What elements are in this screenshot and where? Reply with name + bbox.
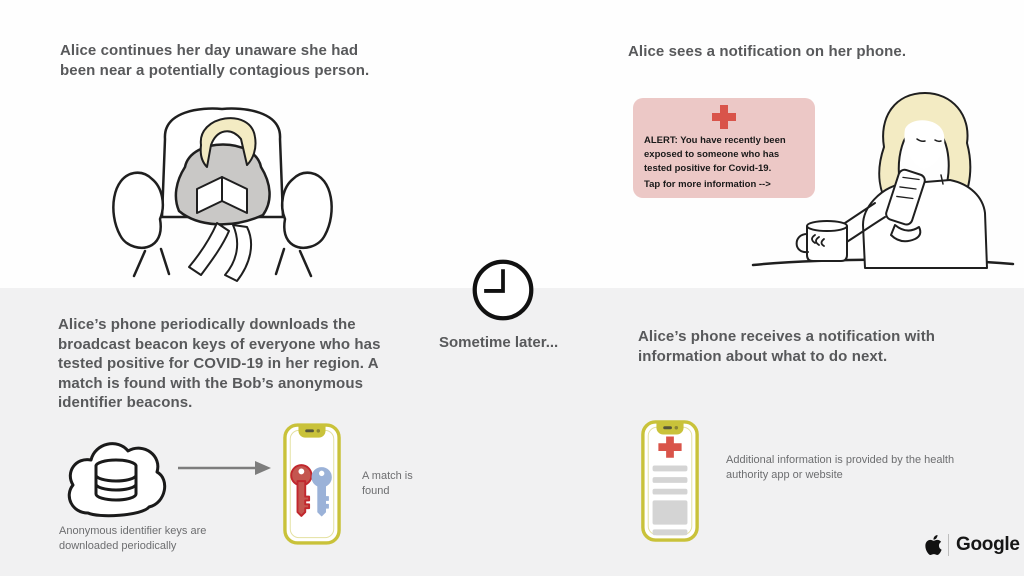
- alert-message: ALERT: You have recently been exposed to someone who has tested positive for Covid-19.: [644, 135, 786, 174]
- match-found-label: A match is found: [362, 470, 413, 497]
- top-left-heading: Alice continues her day unaware she had been near a potentially contagious person.: [60, 42, 370, 79]
- phone-speaker: [663, 426, 672, 429]
- text-placeholder-bar: [653, 489, 688, 495]
- chair-arm-left: [113, 173, 162, 248]
- chair-arm-right: [282, 173, 331, 248]
- phone-frame: [285, 425, 339, 543]
- mug-rim: [807, 221, 847, 231]
- phone-camera: [317, 429, 320, 432]
- woman-torso: [863, 180, 987, 268]
- bottom-right-heading: Alice’s phone receives a notification with information about what to do next.: [638, 328, 936, 365]
- phone-with-notification: [640, 420, 700, 542]
- cloud-caption: Anonymous identifier keys are downloaded periodically: [59, 525, 207, 552]
- bottom-left-heading: Alice’s phone periodically downloads the broadcast beacon keys of everyone who has tested positive for COVID-19 in her region. A match is found with the Bob’s anonymous identifier beacons.: [58, 316, 381, 411]
- text-placeholder-bar: [653, 529, 688, 535]
- woman-face: [904, 120, 944, 169]
- text-placeholder-bar: [653, 466, 688, 472]
- text-placeholder-bar: [653, 477, 688, 483]
- woman-with-phone-illustration: [745, 85, 1020, 270]
- clock-icon: [470, 257, 536, 323]
- database-body: [96, 466, 136, 500]
- top-right-heading: Alice sees a notification on her phone.: [628, 43, 907, 60]
- phone-camera: [675, 426, 678, 429]
- brand-divider: [948, 534, 949, 556]
- sometime-later-label: Sometime later...: [439, 334, 559, 351]
- apple-logo-icon: [925, 535, 942, 555]
- google-wordmark: Google: [956, 534, 1020, 555]
- phone-speaker: [305, 429, 314, 432]
- medical-cross-icon: [709, 104, 739, 132]
- content-placeholder-block: [653, 500, 688, 524]
- brand-lockup: [925, 534, 1020, 556]
- phone-with-keys: [283, 423, 341, 545]
- reading-in-armchair-illustration: [105, 95, 340, 285]
- alert-cta: Tap for more information -->: [644, 179, 771, 190]
- chair-legs: [134, 249, 311, 276]
- bottom-right-caption: Additional information is provided by the health authority app or website: [726, 454, 955, 481]
- cloud-database-icon: [60, 430, 172, 525]
- arrow-right-icon: [176, 459, 272, 477]
- person-leg-left: [189, 223, 229, 275]
